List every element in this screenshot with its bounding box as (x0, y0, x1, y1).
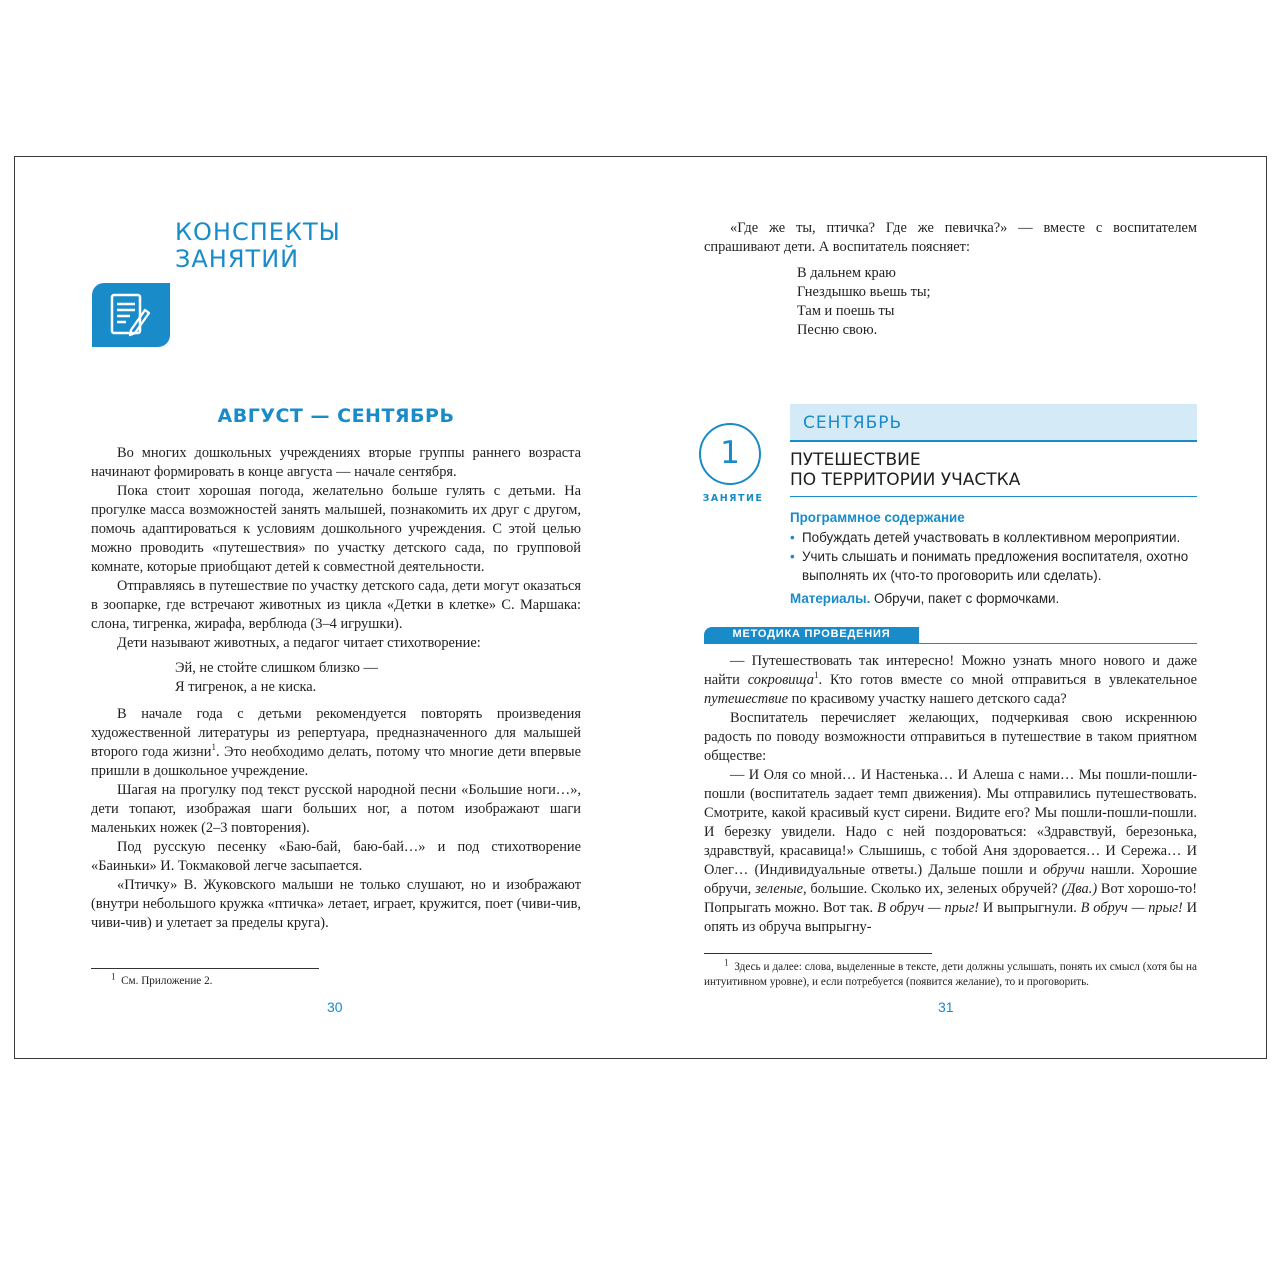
book-spread (14, 156, 1267, 1059)
poem-line: Я тигренок, а не киска. (175, 679, 317, 695)
footnote (111, 971, 571, 989)
text-run: Вот хорошо-то! Попрыгать можно. Вот так. (704, 881, 1198, 916)
page-number: 31 (938, 999, 954, 1015)
right-page (641, 157, 1268, 1058)
lesson-number-badge (699, 423, 761, 485)
bullet-icon: • (790, 549, 795, 564)
program-item-text: Учить слышать и понимать предложения воспитателя, охотно выполнять их (что-то проговорить или сделать). (802, 549, 1189, 583)
paragraph: Пока стоит хорошая погода, желательно больше гулять с детьми. На прогулке масса возможностей занять малышей, познакомить их друг с другом, помочь адаптироваться к условиям дошкольного учреждения. С этой целью можно проводить «путешествия» по участку детского сада, по групповой комнате, которые приобщают детей к совместной деятельности. (91, 483, 581, 575)
poem-line: Гнездышко вьешь ты; (797, 284, 931, 300)
text-run: И опять из обруча выпрыгну- (704, 900, 1197, 935)
method-label: МЕТОДИКА ПРОВЕДЕНИЯ (732, 628, 891, 640)
emphasis: (Два.) (1061, 881, 1098, 897)
materials-label: Материалы. (790, 591, 871, 606)
text-run: — И Оля со мной… И Настенька… И Алеша с нами… Мы пошли-пошли-пошли (воспитатель задает темп движения). Мы отправились путешествовать. Смотрите, какой красивый куст сирени. Видите его? Мы пошли-пошли-пошли. И березку увидели. Надо с ней поздороваться: «Здравствуй, березонька, здравствуй, красавица!» Слышишь, с тобой Аня здоровается… И Сережа… И Олег… (Индивидуальные ответы.) Дальше пошли и (704, 767, 1197, 878)
text-run: В начале года с детьми рекомендуется повторять произведения художественной литературы из репертуара, предназначенного для малышей второго года жизни (91, 706, 581, 760)
left-page (15, 157, 641, 1058)
text-run: , большие. Сколько их, зеленых обручей? (803, 881, 1062, 897)
footnote (704, 957, 1197, 990)
poem-line: В дальнем краю (797, 265, 896, 281)
footnote-mark: 1 (724, 957, 729, 968)
month-band-label: СЕНТЯБРЬ (803, 413, 903, 433)
lesson-title-line2: ПО ТЕРРИТОРИИ УЧАСТКА (790, 470, 1021, 490)
emphasis: путешествие (704, 691, 789, 707)
footnote-ref[interactable]: 1 (211, 742, 216, 753)
poem (704, 264, 1197, 340)
paragraph: Шагая на прогулку под текст русской народной песни «Большие ноги…», дети топают, изображая шаги больших ног, а потом изображают шаги маленьких ножек (2–3 повторения). (91, 782, 581, 836)
text-run: — Путешествовать так интересно! Можно узнать много нового и даже найти (704, 653, 1197, 688)
footnote-text: См. Приложение 2. (121, 975, 213, 987)
paragraph: Во многих дошкольных учреждениях вторые группы раннего возраста начинают формировать в конце августа — начале сентября. (91, 445, 581, 480)
lesson-title-line1: ПУТЕШЕСТВИЕ (790, 450, 921, 470)
emphasis: зеленые (755, 881, 803, 897)
program-content (790, 508, 1200, 608)
program-heading: Программное содержание (790, 510, 965, 525)
method-body (704, 652, 1197, 937)
program-item-text: Побуждать детей участвовать в коллективном мероприятии. (802, 530, 1181, 545)
paragraph (91, 705, 581, 781)
emphasis: В обруч — прыг! (1080, 900, 1183, 916)
text-run: нашли. Хорошие обручи, (704, 862, 1197, 897)
paragraph: Отправляясь в путешествие по участку детского сада, дети могут оказаться в зоопарке, где встречают животных из цикла «Детки в клетке» С. Маршака: слона, тигренка, жирафа, верблюда (3–4 игрушки). (91, 578, 581, 632)
footnote-rule (91, 968, 319, 969)
paragraph (704, 766, 1197, 937)
paragraph (704, 652, 1197, 709)
lesson-number: 1 (720, 435, 740, 471)
method-header (704, 627, 1197, 644)
section-title (175, 219, 341, 273)
section-title-line2: ЗАНЯТИЙ (175, 245, 300, 273)
text-run: по красивому участку нашего детского сада? (788, 691, 1067, 707)
emphasis: В обруч — прыг! (876, 900, 980, 916)
text-run: . Кто готов вместе со мной отправиться в увлекательное (818, 672, 1197, 688)
program-item (790, 528, 1200, 547)
lesson-label: ЗАНЯТИЕ (702, 493, 764, 504)
poem-line: Эй, не стойте слишком близко — (175, 660, 378, 676)
bullet-icon: • (790, 530, 795, 545)
footnote-rule (704, 953, 932, 954)
poem-line: Там и поешь ты (797, 303, 895, 319)
footnote-text: Здесь и далее: слова, выделенные в тексте, дети должны услышать, понять их смысл (хотя бы на интуитивном уровне), и если потребуется (появится желание), то и проговорить. (704, 961, 1197, 988)
poem-line: Песню свою. (797, 322, 878, 338)
notes-pencil-icon (92, 283, 170, 347)
emphasis: обручи (1043, 862, 1085, 878)
text-run: . Это необходимо делать, потому что многие дети впервые пришли в дошкольное учреждение. (91, 744, 581, 779)
lesson-title (790, 450, 1197, 497)
poem (91, 659, 581, 697)
materials (790, 589, 1200, 608)
materials-text: Обручи, пакет с формочками. (874, 591, 1060, 606)
footnote-ref[interactable]: 1 (813, 670, 819, 681)
text-run: И выпрыгнули. (979, 900, 1081, 916)
left-body (91, 444, 581, 933)
right-intro (704, 219, 1197, 348)
page-number: 30 (327, 999, 343, 1015)
paragraph: Под русскую песенку «Баю-бай, баю-бай…» и под стихотворение «Баиньки» И. Токмаковой легче засыпается. (91, 839, 581, 874)
paragraph: Дети называют животных, а педагог читает стихотворение: (117, 635, 481, 651)
paragraph: Воспитатель перечисляет желающих, подчеркивая свою искреннюю радость по поводу возможности отправиться в путешествие в таком приятном обществе: (704, 710, 1197, 764)
emphasis: сокровища (747, 672, 814, 688)
paragraph: «Где же ты, птичка? Где же певичка?» — вместе с воспитателем спрашивают дети. А воспитатель поясняет: (704, 220, 1197, 255)
paragraph: «Птичку» В. Жуковского малыши не только слушают, но и изображают (внутри небольшого кружка «птичка» летает, играет, кружится, поет (чиви-чив, чиви-чив) и улетает за пределы круга). (91, 877, 581, 931)
section-title-line1: КОНСПЕКТЫ (175, 218, 341, 246)
program-item (790, 547, 1200, 585)
month-band (790, 404, 1197, 442)
month-title: АВГУСТ — СЕНТЯБРЬ (217, 405, 455, 427)
footnote-mark: 1 (111, 971, 116, 982)
method-label-pill (704, 627, 919, 643)
